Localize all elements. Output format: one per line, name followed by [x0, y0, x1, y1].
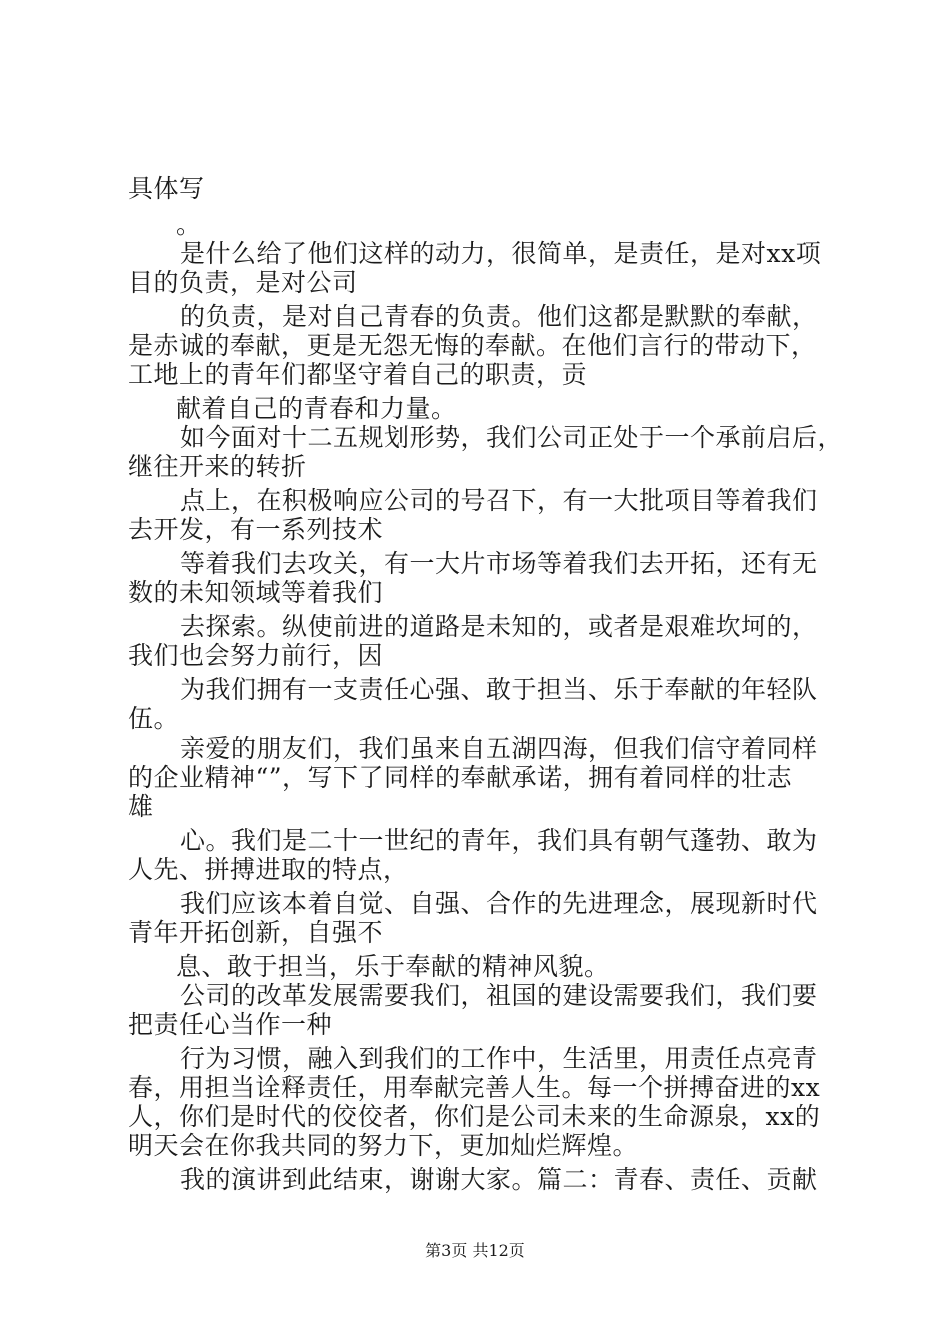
text-line: 具体写 [128, 174, 205, 203]
page-number-footer: 第3页 共12页 [425, 1241, 525, 1260]
text-line: 继往开来的转折 [128, 452, 307, 481]
text-line: 点上，在积极响应公司的号召下，有一大批项目等着我们 [180, 486, 818, 515]
text-line: 是赤诚的奉献，更是无怨无悔的奉献。在他们言行的带动下， [128, 331, 817, 360]
text-line: 的企业精神“”，写下了同样的奉献承诺，拥有着同样的壮志 [128, 763, 793, 792]
text-line: 青年开拓创新，自强不 [128, 918, 384, 947]
text-line: 等着我们去攻关，有一大片市场等着我们去开拓，还有无 [180, 549, 818, 578]
text-line: 我的演讲到此结束，谢谢大家。篇二：青春、责任、贡献 [180, 1165, 818, 1194]
text-line: 是什么给了他们这样的动力，很简单，是责任，是对xx项 [180, 239, 822, 268]
text-line: 去探索。纵使前进的道路是未知的，或者是艰难坎坷的， [180, 612, 818, 641]
text-line: 公司的改革发展需要我们，祖国的建设需要我们，我们要 [180, 981, 818, 1010]
text-line: 去开发，有一系列技术 [128, 515, 384, 544]
text-line: 。 [176, 210, 202, 239]
text-line: 把责任心当作一种 [128, 1010, 333, 1039]
text-line: 人先、拼搏进取的特点， [128, 855, 409, 884]
text-line: 明天会在你我共同的努力下，更加灿烂辉煌。 [128, 1131, 639, 1160]
text-line: 雄 [128, 792, 154, 821]
text-line: 我们应该本着自觉、自强、合作的先进理念，展现新时代 [180, 889, 818, 918]
text-line: 亲爱的朋友们，我们虽来自五湖四海，但我们信守着同样 [180, 734, 818, 763]
text-line: 如今面对十二五规划形势，我们公司正处于一个承前启后， [180, 423, 844, 452]
text-line: 伍。 [128, 704, 180, 733]
text-line: 献着自己的青春和力量。 [176, 394, 457, 423]
text-line: 行为习惯，融入到我们的工作中，生活里，用责任点亮青 [180, 1044, 818, 1073]
text-line: 人，你们是时代的佼佼者，你们是公司未来的生命源泉，xx的 [128, 1102, 821, 1131]
text-line: 工地上的青年们都坚守着自己的职责，贡 [128, 360, 588, 389]
text-line: 目的负责，是对公司 [128, 268, 358, 297]
text-line: 的负责，是对自己青春的负责。他们这都是默默的奉献， [180, 302, 818, 331]
text-line: 我们也会努力前行，因 [128, 641, 384, 670]
text-line: 心。我们是二十一世纪的青年，我们具有朝气蓬勃、敢为 [180, 826, 818, 855]
text-line: 数的未知领域等着我们 [128, 578, 384, 607]
text-line: 春，用担当诠释责任，用奉献完善人生。每一个拼搏奋进的xx [128, 1073, 821, 1102]
text-line: 为我们拥有一支责任心强、敢于担当、乐于奉献的年轻队 [180, 675, 818, 704]
text-line: 息、敢于担当，乐于奉献的精神风貌。 [176, 952, 610, 981]
